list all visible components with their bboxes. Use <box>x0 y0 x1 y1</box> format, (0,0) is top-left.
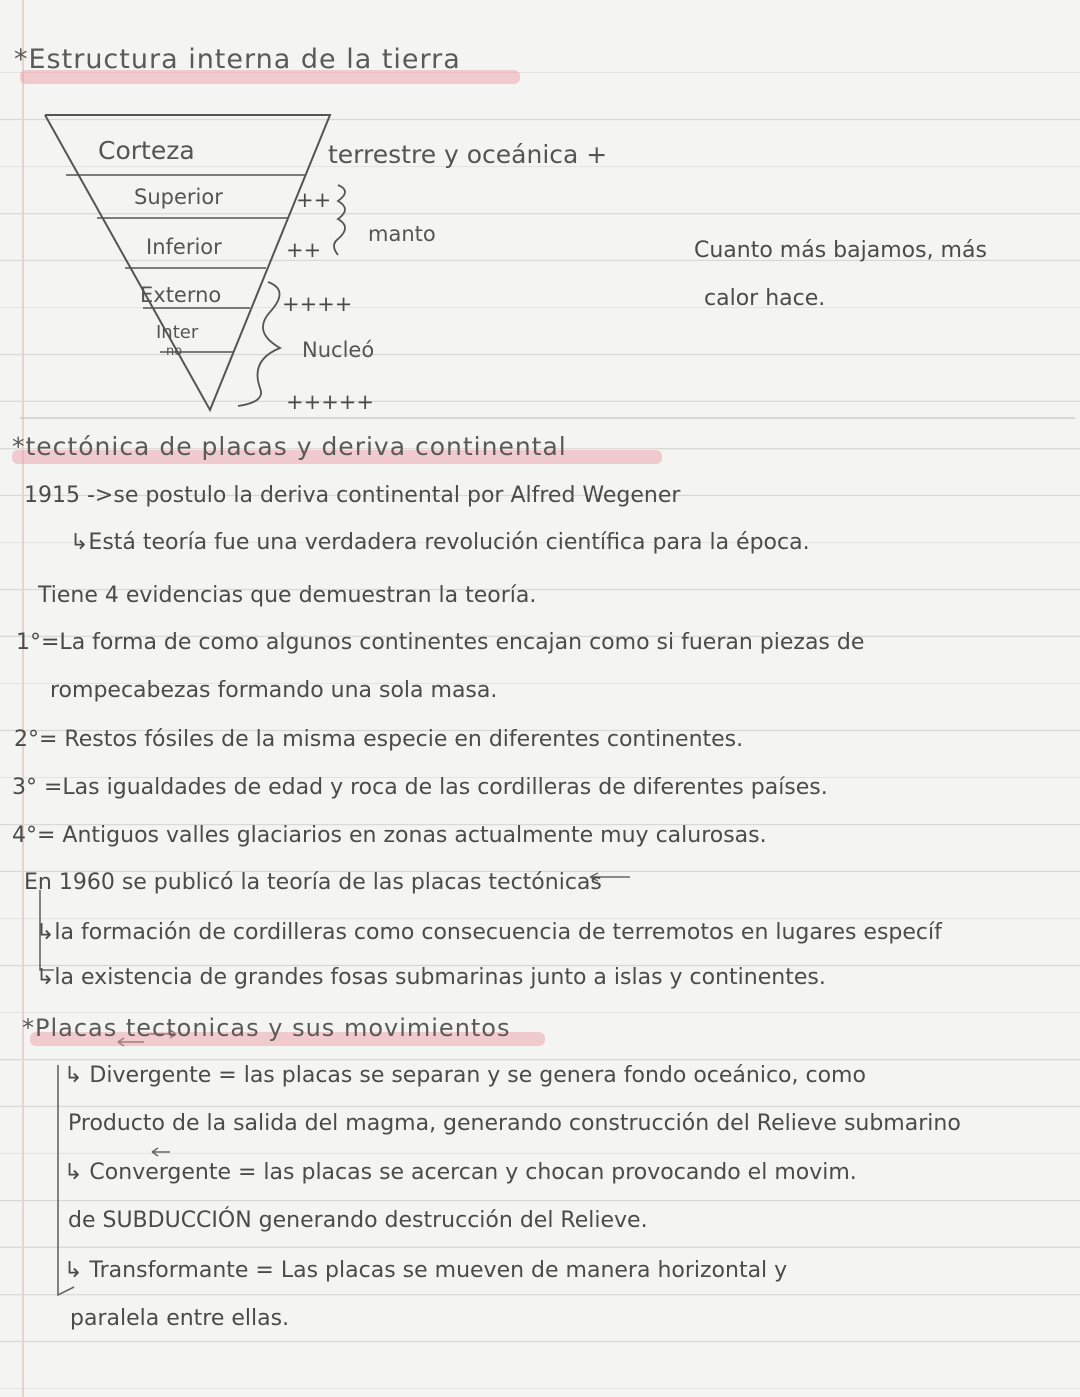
layer-externo: Externo <box>140 283 222 307</box>
corteza-note: terrestre y oceánica + <box>328 140 608 169</box>
tectonica-line-4: 1°=La forma de como algunos continentes encajan como si fueran piezas de <box>16 630 865 655</box>
layer-interno-1: Inter <box>156 322 199 343</box>
placas-line-4: de SUBDUCCIÓN generando destrucción del Relieve. <box>68 1208 648 1233</box>
tectonica-line-11: ↳la existencia de grandes fosas submarinas junto a islas y continentes. <box>36 965 826 990</box>
nucleo-brace <box>238 282 280 406</box>
manto-brace <box>334 185 345 255</box>
layer-interno-2: no <box>166 344 183 359</box>
tectonica-line-1: 1915 ->se postulo la deriva continental por Alfred Wegener <box>24 483 681 508</box>
tectonica-line-7: 3° =Las igualdades de edad y roca de las cordilleras de diferentes países. <box>12 775 828 800</box>
placas-line-5: ↳ Transformante = Las placas se mueven de manera horizontal y <box>64 1258 788 1283</box>
placas-line-1: ↳ Divergente = las placas se separan y se genera fondo oceánico, como <box>64 1063 866 1088</box>
tectonica-line-2: ↳Está teoría fue una verdadera revolución científica para la época. <box>70 530 810 555</box>
page-title: *Estructura interna de la tierra <box>14 44 461 75</box>
placas-line-2: Producto de la salida del magma, generando construcción del Relieve submarino <box>68 1111 961 1136</box>
mark-externo: ++++ <box>282 292 353 316</box>
layer-corteza: Corteza <box>98 136 195 165</box>
placas-line-6: paralela entre ellas. <box>70 1306 290 1331</box>
manto-label: manto <box>368 222 436 246</box>
layer-inferior: Inferior <box>146 235 222 259</box>
nucleo-label: Nucleó <box>302 338 375 362</box>
tectonica-line-3: Tiene 4 evidencias que demuestran la teoría. <box>38 583 537 608</box>
mark-inferior: ++ <box>286 238 322 262</box>
tectonica-line-8: 4°= Antiguos valles glaciarios en zonas actualmente muy calurosas. <box>12 823 767 848</box>
tectonica-line-6: 2°= Restos fósiles de la misma especie en diferentes continentes. <box>14 727 744 752</box>
arrows-converge <box>152 1148 170 1156</box>
side-note-line-1: Cuanto más bajamos, más <box>694 238 987 263</box>
mark-superior: ++ <box>296 188 332 212</box>
mark-interno: +++++ <box>286 390 374 414</box>
tectonica-line-10: ↳la formación de cordilleras como consecuencia de terremotos en lugares específ <box>36 920 942 945</box>
placas-line-3: ↳ Convergente = las placas se acercan y chocan provocando el movim. <box>64 1160 857 1185</box>
tectonica-title: *tectónica de placas y deriva continental <box>12 432 567 461</box>
tectonica-line-9: En 1960 se publicó la teoría de las placas tectónicas <box>24 870 602 895</box>
placas-title: *Placas tectonicas y sus movimientos <box>22 1014 511 1042</box>
layer-superior: Superior <box>134 185 223 209</box>
tectonica-line-5: rompecabezas formando una sola masa. <box>50 678 498 703</box>
side-note-line-2: calor hace. <box>704 286 826 311</box>
